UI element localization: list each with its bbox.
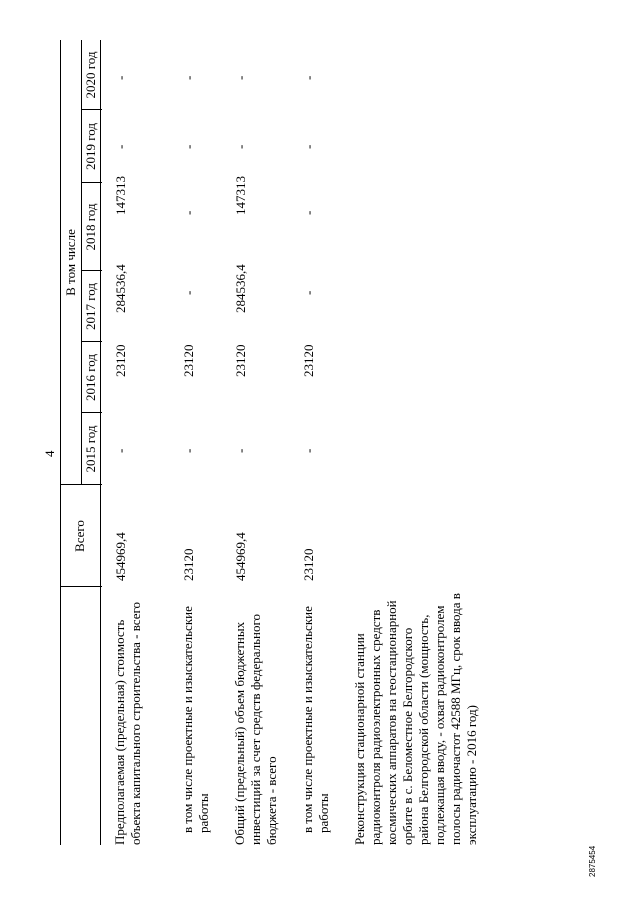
row-4-total: 23120 bbox=[301, 548, 316, 581]
row-1-total: 454969,4 bbox=[113, 532, 128, 581]
header-year-2019: 2019 год bbox=[83, 123, 98, 170]
header-bottom-border bbox=[100, 40, 101, 845]
row-1-2019: - bbox=[113, 144, 128, 149]
document-id: 2875454 bbox=[588, 845, 597, 877]
row-3-2019: - bbox=[233, 144, 248, 149]
row-4-2018: - bbox=[301, 210, 316, 215]
row-label-federal-budget: Общий (предельный) объем бюджетных инвестиций за счет средств федерального бюджета - всего bbox=[232, 614, 279, 845]
row-4-2020: - bbox=[301, 75, 316, 80]
row-2-2016: 23120 bbox=[181, 344, 196, 377]
row-1-2015: - bbox=[113, 448, 128, 453]
row-2-2020: - bbox=[181, 75, 196, 80]
row-1-2017: 284536,4 bbox=[113, 264, 128, 313]
header-total: Всего bbox=[72, 520, 87, 552]
header-year-2018: 2018 год bbox=[83, 203, 98, 251]
row-label-design-works: в том числе проектные и изыскательские работы bbox=[180, 606, 211, 833]
row-4-2017: - bbox=[301, 290, 316, 295]
row-3-2016: 23120 bbox=[233, 344, 248, 377]
row-2-2015: - bbox=[181, 448, 196, 453]
row-label-design-works-federal: в том числе проектные и изыскательские работы bbox=[300, 606, 331, 833]
header-including: В том числе bbox=[63, 229, 78, 296]
table-top-border bbox=[60, 40, 61, 845]
row-4-2015: - bbox=[301, 448, 316, 453]
page-number: 4 bbox=[42, 450, 57, 457]
row-3-2018: 147313 bbox=[233, 176, 248, 215]
row-1-2020: - bbox=[113, 75, 128, 80]
header-year-2016: 2016 год bbox=[83, 354, 98, 401]
row-2-2017: - bbox=[181, 290, 196, 295]
row-2-total: 23120 bbox=[181, 548, 196, 581]
project-description: Реконструкция стационарной станции радиоконтроля радиоэлектронных средств космических аппаратов на геостационарной орбите в с. Беломестное Белгородского района Белгородской области (мощность, подлежащая вводу, - охват радиоконтролем полосы радиочастот 42588 МГц, срок ввода в эксплуатацию - 2016 год) bbox=[352, 593, 479, 845]
row-3-total: 454969,4 bbox=[233, 532, 248, 581]
including-underline bbox=[81, 40, 82, 485]
row-3-2017: 284536,4 bbox=[233, 264, 248, 313]
row-1-2018: 147313 bbox=[113, 176, 128, 215]
row-4-2016: 23120 bbox=[301, 344, 316, 377]
header-year-2017: 2017 год bbox=[83, 283, 98, 330]
row-label-estimated-cost: Предполагаемая (предельная) стоимость объекта капитального строительства - всего bbox=[112, 602, 143, 845]
row-3-2020: - bbox=[233, 75, 248, 80]
header-year-2020: 2020 год bbox=[83, 51, 98, 99]
header-year-2015: 2015 год bbox=[83, 425, 98, 473]
row-1-2016: 23120 bbox=[113, 344, 128, 377]
row-2-2019: - bbox=[181, 144, 196, 149]
row-4-2019: - bbox=[301, 144, 316, 149]
row-2-2018: - bbox=[181, 210, 196, 215]
row-3-2015: - bbox=[233, 448, 248, 453]
